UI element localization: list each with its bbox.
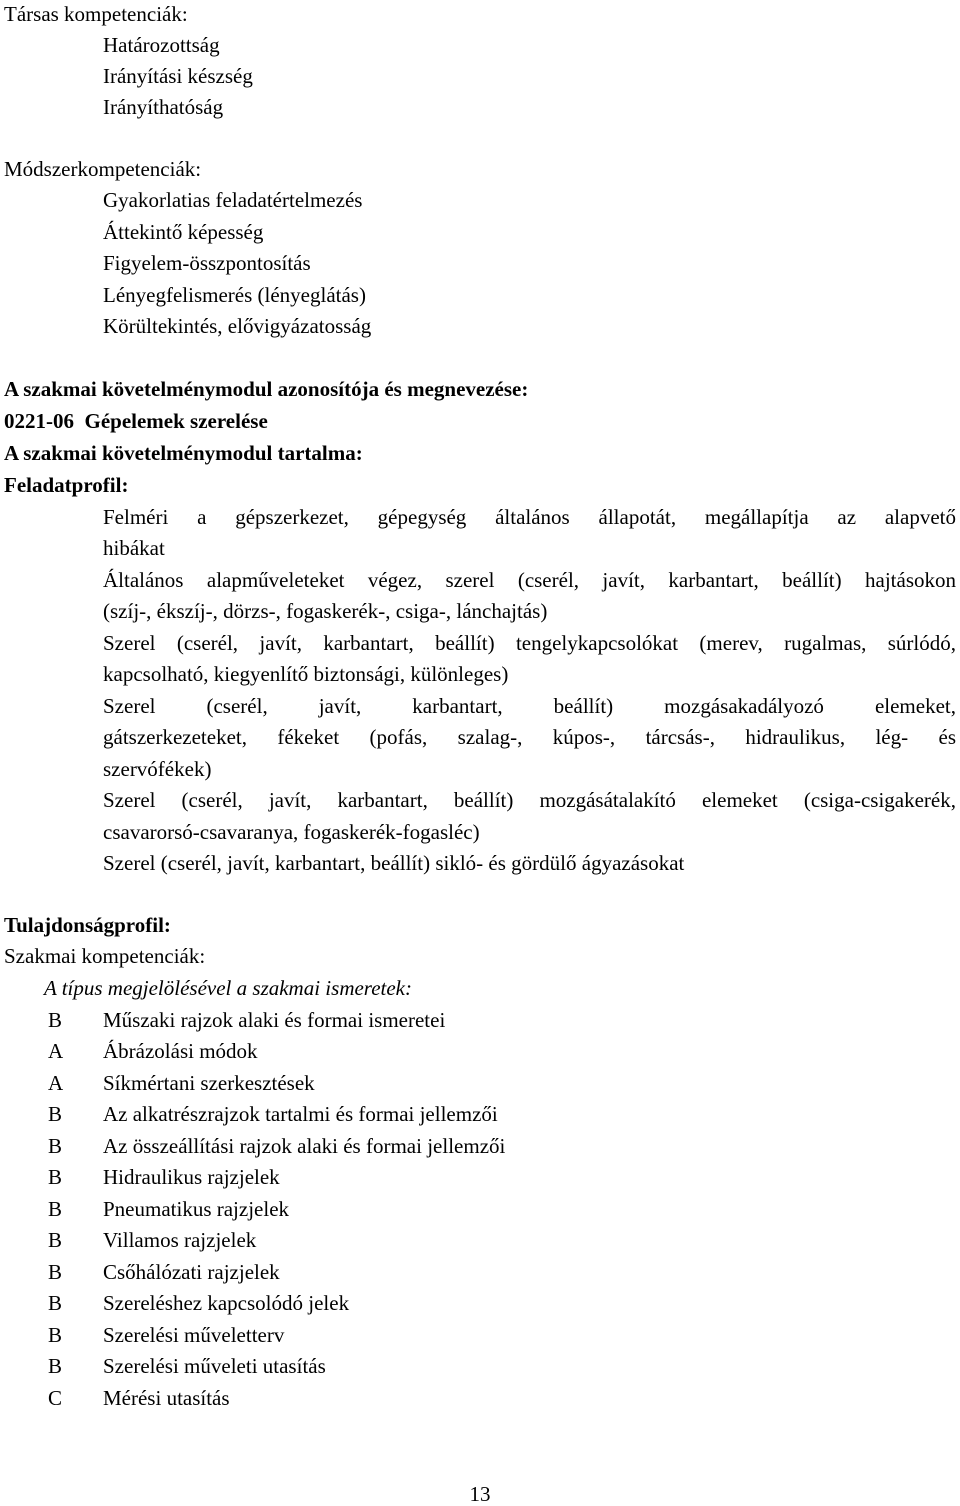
method-item: Figyelem-összpontosítás (103, 251, 311, 275)
task-line: Szerel (cserél, javít, karbantart, beállít) mozgásátalakító elemeket (csiga-csigakerék, (103, 788, 956, 812)
task-line: Felméri a gépszerkezet, gépegység általános állapotát, megállapítja az alapvető (103, 505, 956, 529)
task-line: Szerel (cserél, javít, karbantart, beállít) mozgásakadályozó elemeket, (103, 694, 956, 718)
task-line: (szíj-, ékszíj-, dörzs-, fogaskerék-, csiga-, lánchajtás) (103, 599, 548, 623)
knowledge-level: B (48, 1354, 63, 1378)
method-item: Gyakorlatias feladatértelmezés (103, 188, 363, 212)
knowledge-text: Csőhálózati rajzjelek (103, 1260, 280, 1284)
knowledge-text: Szerelési műveleti utasítás (103, 1354, 326, 1378)
method-item: Lényegfelismerés (lényeglátás) (103, 283, 366, 307)
knowledge-heading: A típus megjelölésével a szakmai ismeretek: (44, 976, 412, 1000)
knowledge-level: B (48, 1260, 63, 1284)
knowledge-level: B (48, 1165, 63, 1189)
knowledge-level: B (48, 1323, 63, 1347)
knowledge-text: Mérési utasítás (103, 1386, 230, 1410)
social-item: Irányítási készség (103, 64, 253, 88)
social-competencies-heading: Társas kompetenciák: (4, 2, 188, 26)
knowledge-text: Ábrázolási módok (103, 1039, 258, 1063)
task-line: hibákat (103, 536, 165, 560)
knowledge-text: Hidraulikus rajzjelek (103, 1165, 280, 1189)
social-item: Irányíthatóság (103, 95, 224, 119)
knowledge-text: Az alkatrészrajzok tartalmi és formai jellemzői (103, 1102, 498, 1126)
task-profile-heading: Feladatprofil: (4, 473, 129, 497)
method-item: Körültekintés, elővigyázatosság (103, 314, 372, 338)
knowledge-level: A (48, 1039, 64, 1063)
knowledge-text: Az összeállítási rajzok alaki és formai jellemzői (103, 1134, 506, 1158)
task-line: Szerel (cserél, javít, karbantart, beállít) tengelykapcsolókat (merev, rugalmas, súrlódó, (103, 631, 956, 655)
task-line: Általános alapműveleteket végez, szerel (cserél, javít, karbantart, beállít) hajtásokon (103, 568, 956, 592)
knowledge-level: B (48, 1197, 63, 1221)
knowledge-level: C (48, 1386, 63, 1410)
knowledge-text: Síkmértani szerkesztések (103, 1071, 315, 1095)
module-content-heading: A szakmai követelménymodul tartalma: (4, 441, 363, 465)
knowledge-text: Szerelési műveletterv (103, 1323, 285, 1347)
task-line: szervófékek) (103, 757, 212, 781)
professional-competencies-heading: Szakmai kompetenciák: (4, 944, 206, 968)
knowledge-text: Pneumatikus rajzjelek (103, 1197, 290, 1221)
task-line: kapcsolható, kiegyenlítő biztonsági, különleges) (103, 662, 509, 686)
knowledge-level: B (48, 1134, 63, 1158)
module-id-value: 0221-06 Gépelemek szerelése (4, 409, 268, 433)
social-item: Határozottság (103, 33, 220, 57)
task-line: Szerel (cserél, javít, karbantart, beállít) sikló- és gördülő ágyazásokat (103, 851, 685, 875)
page-number: 13 (469, 1482, 491, 1506)
knowledge-level: B (48, 1008, 63, 1032)
knowledge-level: B (48, 1102, 63, 1126)
property-profile-heading: Tulajdonságprofil: (4, 913, 171, 937)
task-line: gátszerkezeteket, fékeket (pofás, szalag-, kúpos-, tárcsás-, hidraulikus, lég- és (103, 725, 956, 749)
method-item: Áttekintő képesség (103, 220, 264, 244)
knowledge-text: Villamos rajzjelek (103, 1228, 257, 1252)
knowledge-text: Szereléshez kapcsolódó jelek (103, 1291, 350, 1315)
task-line: csavarorsó-csavaranya, fogaskerék-fogasléc) (103, 820, 480, 844)
knowledge-level: B (48, 1228, 63, 1252)
method-competencies-heading: Módszerkompetenciák: (4, 157, 202, 181)
module-id-heading: A szakmai követelménymodul azonosítója és megnevezése: (4, 377, 529, 401)
knowledge-level: B (48, 1291, 63, 1315)
knowledge-level: A (48, 1071, 64, 1095)
knowledge-text: Műszaki rajzok alaki és formai ismeretei (103, 1008, 446, 1032)
